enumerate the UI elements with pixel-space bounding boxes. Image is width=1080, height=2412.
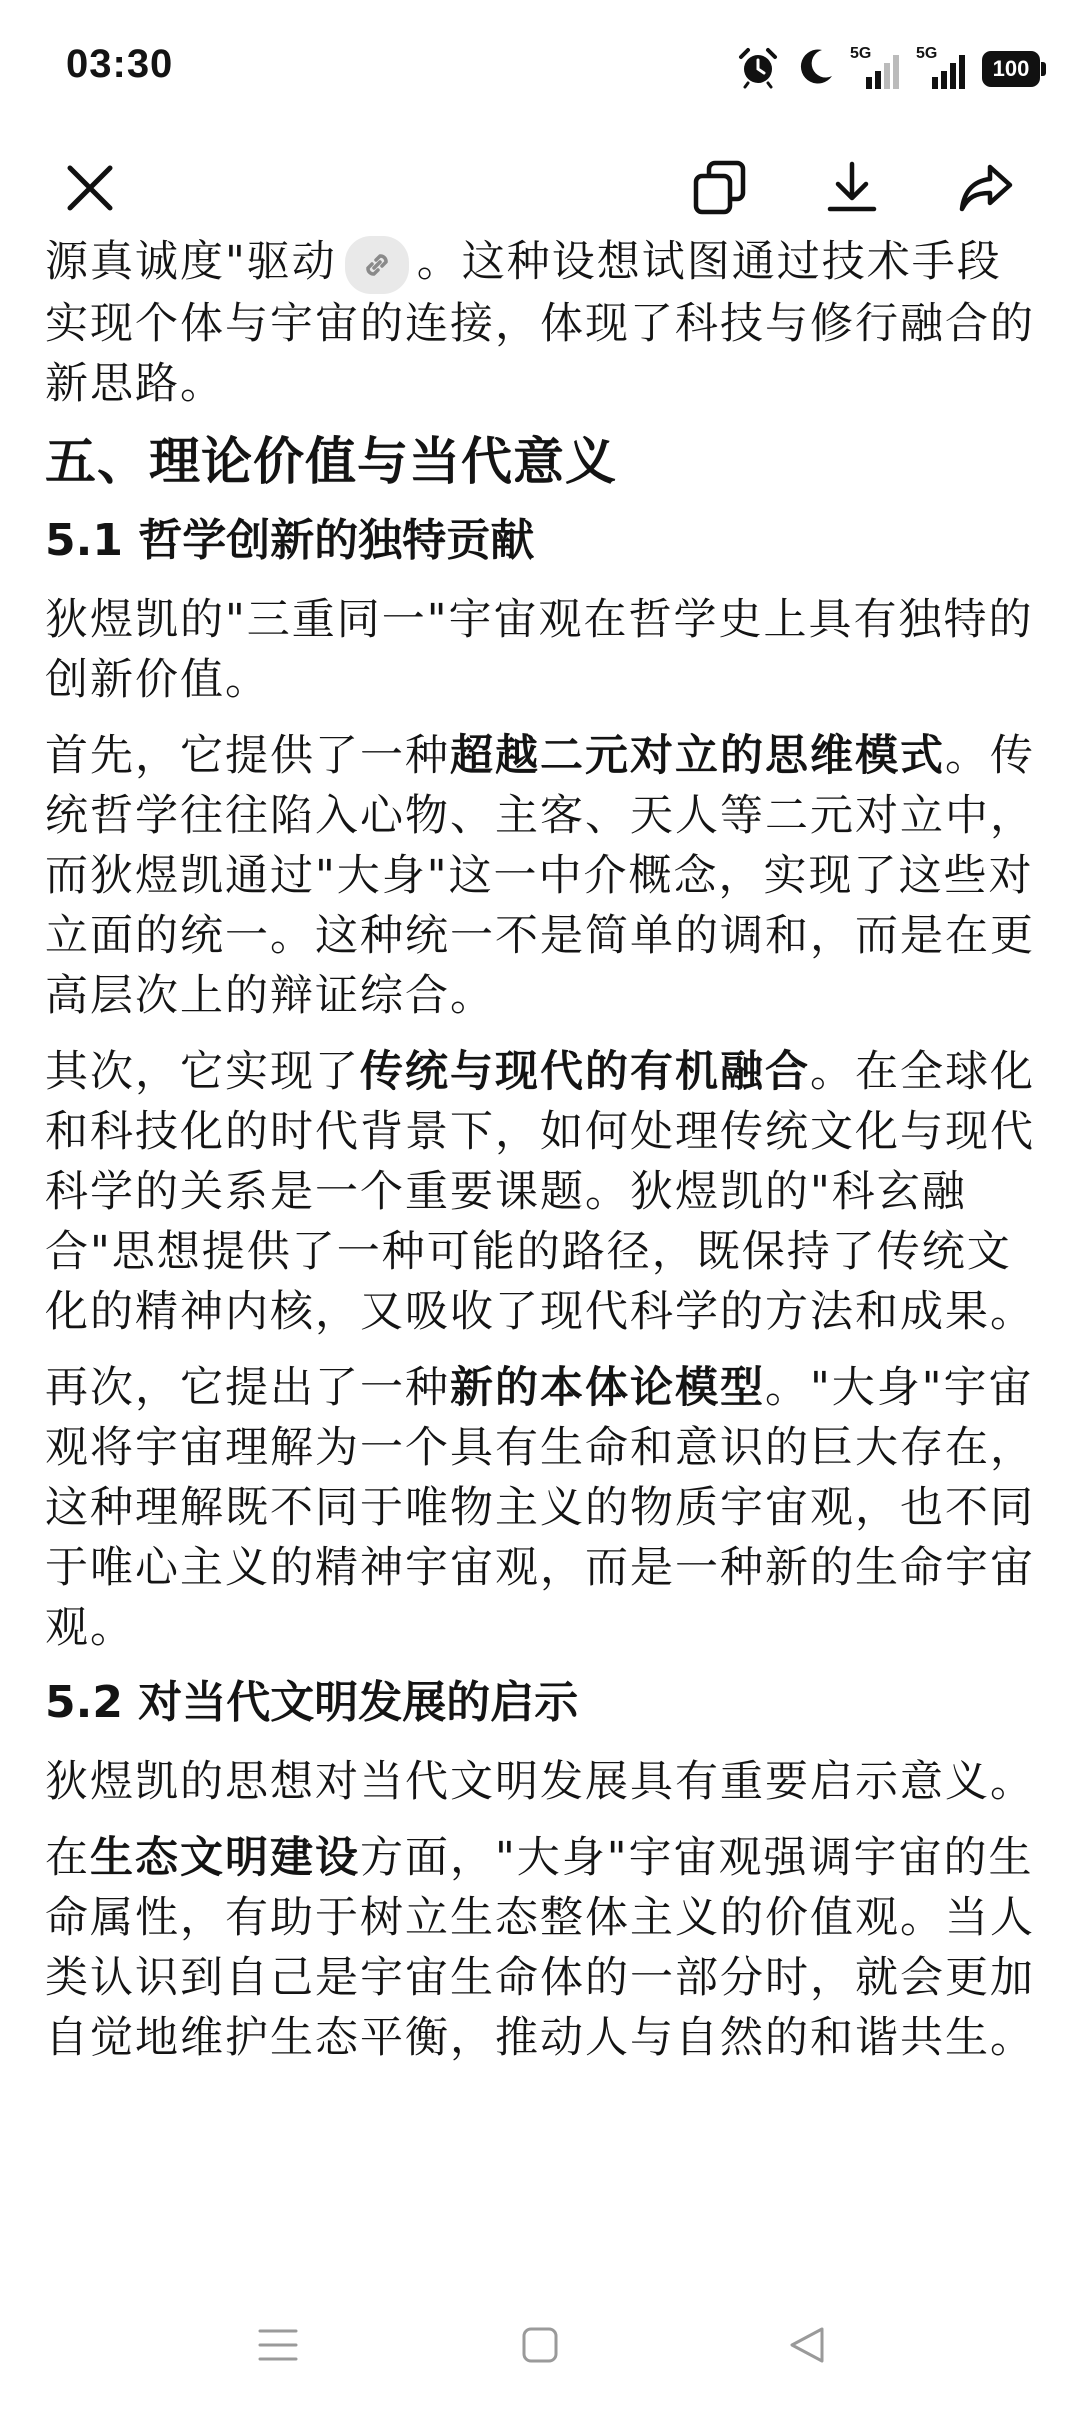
text-run: 。这种设想试图通过技术手段实现个体与宇宙的连接，体现了科技与修行融合的新思路。 <box>45 237 1035 409</box>
paragraph <box>45 1828 1035 2068</box>
alarm-icon <box>736 45 780 93</box>
battery-level: 100 <box>992 56 1030 81</box>
article-content <box>45 232 1035 2272</box>
link-icon <box>359 247 395 283</box>
download-icon <box>823 159 881 217</box>
share-icon <box>956 159 1016 217</box>
status-icons <box>736 44 1040 94</box>
signal-icon <box>916 47 968 91</box>
text-run: 。传统哲学往往陷入心物、主客、天人等二元对立中，而狄煜凯通过"大身"这一中介概念，实现了这些对立面的统一。这种统一不是简单的调和，而是在更高层次上的辩证综合。 <box>45 730 1035 1021</box>
subsection-heading: 5.2 对当代文明发展的启示 <box>45 1676 579 1728</box>
back-button[interactable] <box>766 2310 846 2380</box>
paragraph: 狄煜凯的思想对当代文明发展具有重要启示意义。 <box>45 1756 1035 1807</box>
status-time: 03:30 <box>66 42 174 86</box>
paragraph <box>45 726 1035 1026</box>
home-button[interactable] <box>500 2310 580 2380</box>
paragraph: 狄煜凯的"三重同一"宇宙观在哲学史上具有独特的创新价值。 <box>45 594 1034 705</box>
signal-icon <box>850 47 902 91</box>
system-nav-bar <box>0 2280 1080 2412</box>
reference-link[interactable] <box>345 236 409 294</box>
bold-text: 传统与现代的有机融合 <box>360 1046 810 1097</box>
copy-icon <box>691 159 749 217</box>
close-button[interactable] <box>48 146 132 230</box>
section-heading: 五、理论价值与当代意义 <box>45 432 618 492</box>
text-run: 。在全球化和科技化的时代背景下，如何处理传统文化与现代科学的关系是一个重要课题。狄煜凯的"科玄融合"思想提供了一种可能的路径，既保持了传统文化的精神内核，又吸收了现代科学的方法和成果。 <box>45 1046 1035 1337</box>
back-icon <box>784 2324 828 2366</box>
text-run: 在 <box>45 1832 90 1883</box>
menu-button[interactable] <box>238 2310 318 2380</box>
text-run: 方面，"大身"宇宙观强调宇宙的生命属性，有助于树立生态整体主义的价值观。当人类认识到自己是宇宙生命体的一部分时，就会更加自觉地维护生态平衡，推动人与自然的和谐共生。 <box>45 1832 1035 2063</box>
subsection-heading: 5.1 哲学创新的独特贡献 <box>45 514 535 566</box>
bold-text: 新的本体论模型 <box>450 1362 765 1413</box>
paragraph <box>45 1042 1035 1342</box>
copy-button[interactable] <box>678 146 762 230</box>
paragraph <box>45 1358 1035 1658</box>
share-button[interactable] <box>944 146 1028 230</box>
signal-type-label: 5G <box>916 45 938 62</box>
bold-text: 超越二元对立的思维模式 <box>450 730 945 781</box>
status-bar <box>0 0 1080 130</box>
text-run: 再次，它提出了一种 <box>45 1362 450 1413</box>
battery-icon <box>982 51 1040 87</box>
moon-icon <box>794 46 836 92</box>
text-run: 源真诚度"驱动 <box>45 237 337 287</box>
paragraph <box>45 232 1035 414</box>
text-run: 其次，它实现了 <box>45 1046 360 1097</box>
bold-text: 生态文明建设 <box>90 1832 360 1883</box>
signal-type-label: 5G <box>850 45 872 62</box>
text-run: 。"大身"宇宙观将宇宙理解为一个具有生命和意识的巨大存在，这种理解既不同于唯物主义的物质宇宙观，也不同于唯心主义的精神宇宙观，而是一种新的生命宇宙观。 <box>45 1362 1035 1653</box>
menu-icon <box>256 2325 300 2365</box>
close-icon <box>64 162 116 214</box>
home-icon <box>519 2324 561 2366</box>
text-run: 首先，它提供了一种 <box>45 730 450 781</box>
download-button[interactable] <box>810 146 894 230</box>
